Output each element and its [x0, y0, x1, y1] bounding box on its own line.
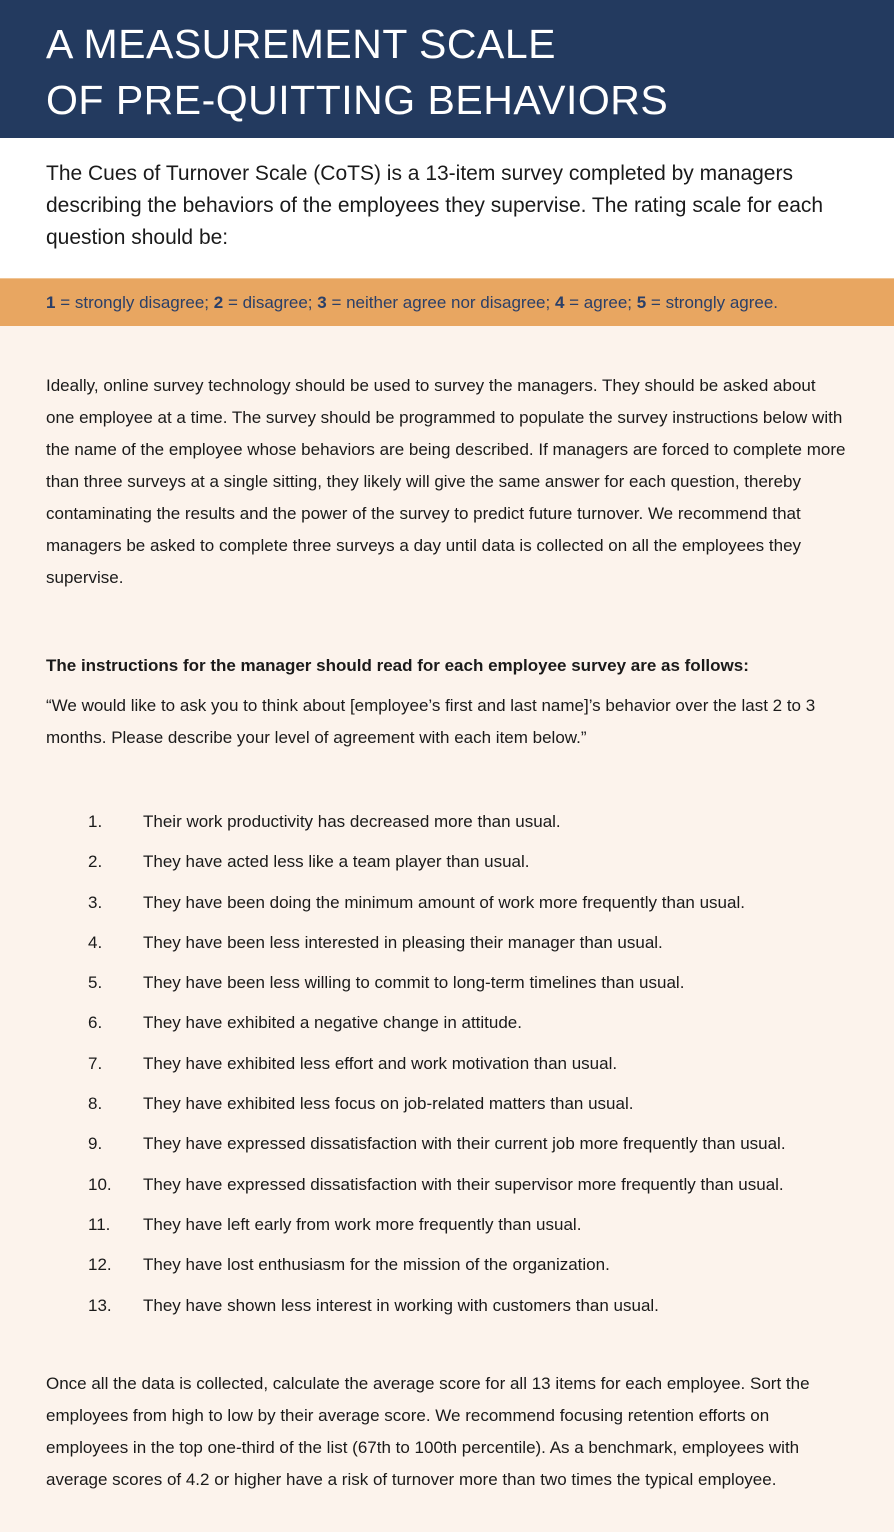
list-item	[46, 1245, 848, 1285]
scale-label-2: = disagree;	[223, 293, 318, 312]
item-number: 4.	[88, 932, 103, 952]
item-number: 1.	[88, 812, 103, 831]
item-text: They have been less willing to commit to long-term timelines than usual.	[143, 973, 685, 993]
intro-paragraph: The Cues of Turnover Scale (CoTS) is a 13-item survey completed by managers describing the behaviors of the employees they supervise. The rating scale for each question should be:	[46, 162, 824, 249]
list-item	[46, 842, 848, 882]
item-text: They have exhibited less focus on job-related matters than usual.	[143, 1094, 634, 1114]
closing-paragraph: Once all the data is collected, calculate the average score for all 13 items for each employee. Sort the employees from high to low by their average score. We recommend focusing retention efforts on employees in the top one-third of the list (67th to 100th percentile). As a benchmark, employees with average scores of 4.2 or higher have a risk of turnover more than two times the typical employee.	[46, 1373, 810, 1489]
item-number: 11.	[88, 1214, 111, 1234]
scale-label-4: = agree;	[564, 293, 637, 312]
item-number: 8.	[88, 1094, 103, 1114]
instructions-quote: “We would like to ask you to think about [employee’s first and last name]’s behavior over the last 2 to 3 months. Please describe your level of agreement with each item below.”	[46, 696, 816, 747]
item-number: 9.	[88, 1134, 103, 1154]
item-text: They have been doing the minimum amount of work more frequently than usual.	[143, 892, 745, 912]
scale-label-1: = strongly disagree;	[55, 293, 214, 312]
rating-scale-bar	[0, 278, 894, 326]
item-number: 6.	[88, 1013, 103, 1033]
item-number: 7.	[88, 1053, 103, 1073]
list-item	[46, 1165, 848, 1205]
item-number: 5.	[88, 973, 103, 993]
item-text: They have been less interested in pleasing their manager than usual.	[143, 932, 663, 952]
scale-label-3: = neither agree nor disagree;	[326, 293, 555, 312]
list-item	[46, 963, 848, 1003]
scale-number-4: 4	[554, 293, 565, 312]
list-item	[46, 1084, 848, 1124]
scale-number-1: 1	[46, 293, 56, 312]
item-text: They have left early from work more frequently than usual.	[143, 1214, 582, 1234]
item-text: They have exhibited a negative change in attitude.	[143, 1013, 522, 1033]
item-text: They have exhibited less effort and work motivation than usual.	[143, 1053, 618, 1073]
item-number: 3.	[88, 892, 103, 912]
scale-number-2: 2	[213, 293, 224, 312]
item-text: Their work productivity has decreased more than usual.	[143, 812, 561, 831]
item-text: They have shown less interest in working with customers than usual.	[143, 1295, 659, 1315]
item-number: 10.	[88, 1174, 112, 1194]
item-text: They have expressed dissatisfaction with their supervisor more frequently than usual.	[143, 1174, 784, 1194]
scale-number-5: 5	[636, 293, 647, 312]
scale-label-5: = strongly agree.	[646, 293, 779, 312]
list-item	[46, 802, 848, 842]
list-item	[46, 883, 848, 923]
item-number: 2.	[88, 852, 103, 872]
list-item	[46, 1003, 848, 1043]
item-text: They have lost enthusiasm for the mission of the organization.	[143, 1255, 610, 1275]
list-item	[46, 1286, 848, 1326]
content-panel	[0, 326, 894, 1532]
survey-item-list	[46, 802, 848, 1326]
survey-guidance-paragraph: Ideally, online survey technology should be used to survey the managers. They should be asked about one employee at a time. The survey should be programmed to populate the survey instructions below with the name of the employee whose behaviors are being described. If managers are forced to complete more than three surveys at a single sitting, they likely will give the same answer for each question, thereby contaminating the results and the power of the survey to predict future turnover. We recommend that managers be asked to complete three surveys a day until data is collected on all the employees they supervise.	[46, 376, 846, 587]
page-title-line-2: OF PRE-QUITTING BEHAVIORS	[46, 77, 669, 123]
scale-number-3: 3	[317, 293, 327, 312]
page-header	[0, 0, 894, 138]
list-item	[46, 923, 848, 963]
instructions-heading: The instructions for the manager should read for each employee survey are as follows:	[46, 656, 749, 675]
list-item	[46, 1205, 848, 1245]
list-item	[46, 1044, 848, 1084]
list-item	[46, 1124, 848, 1164]
item-number: 12.	[88, 1255, 112, 1275]
item-number: 13.	[88, 1295, 112, 1315]
page-title-line-1: A MEASUREMENT SCALE	[46, 21, 556, 67]
item-text: They have acted less like a team player than usual.	[143, 852, 530, 872]
item-text: They have expressed dissatisfaction with their current job more frequently than usual.	[143, 1134, 786, 1154]
